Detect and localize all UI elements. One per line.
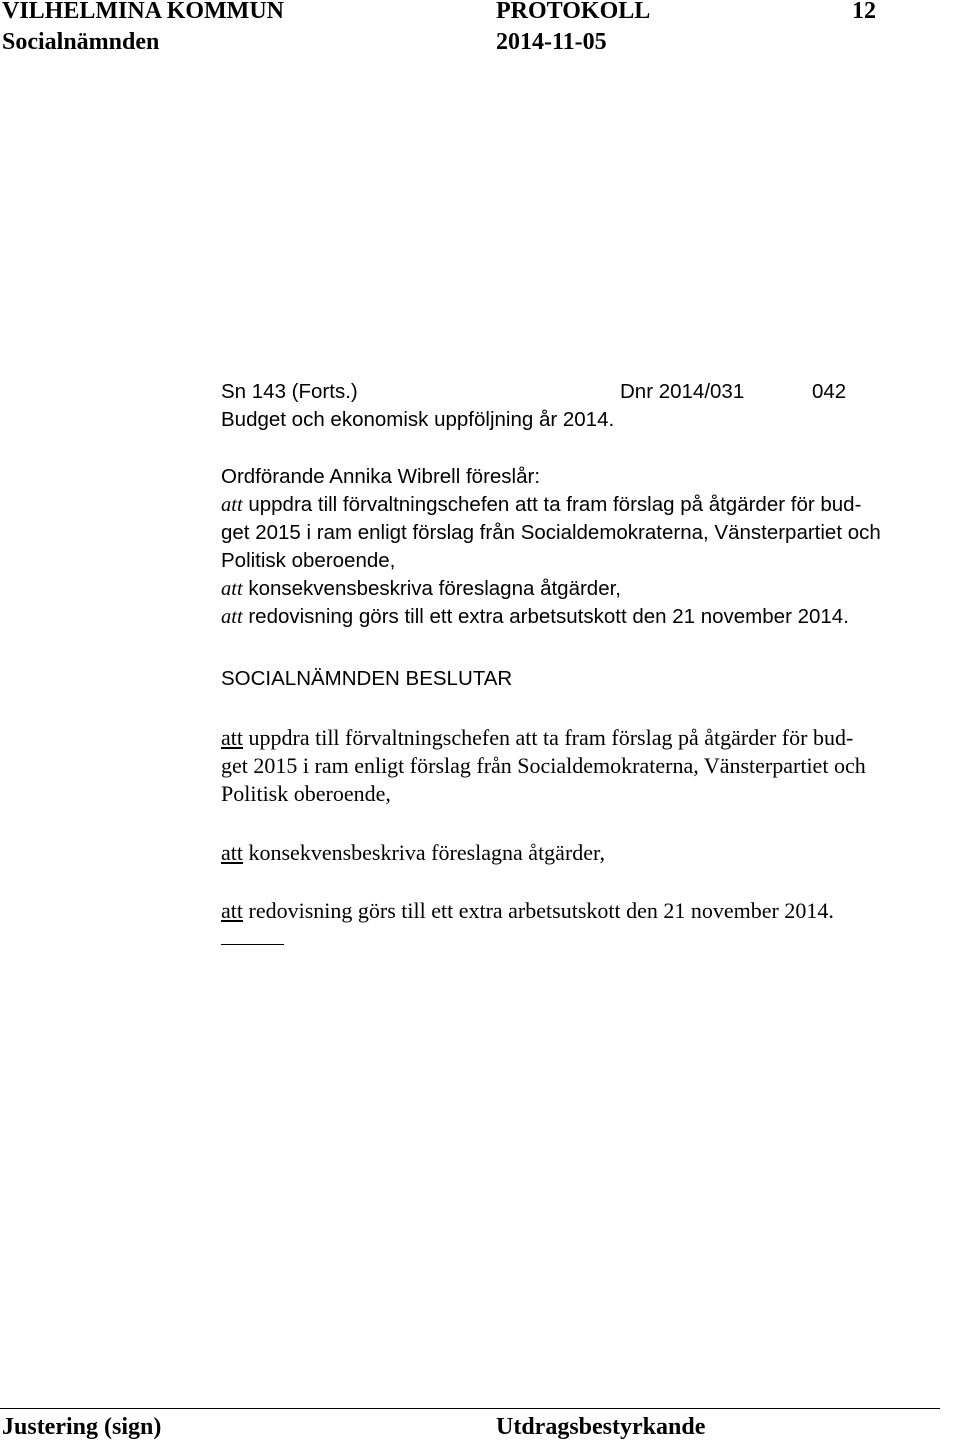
proposal-section [221,463,956,631]
meeting-date: 2014-11-05 [496,29,607,55]
decision-item-3-text: redovisning görs till ett extra arbetsutskott den 21 november 2014. [243,898,834,923]
paragraph-ref: Sn 143 (Forts.) [221,380,358,403]
page-number: 12 [852,0,876,24]
att-keyword: att [221,898,243,923]
decision-item-1-line-3: Politisk oberoende, [221,781,391,806]
proposal-item-2-text: konsekvensbeskriva föreslagna åtgärder, [242,577,621,600]
proposal-intro: Ordförande Annika Wibrell föreslår: [221,465,541,488]
case-title-text: Budget och ekonomisk uppföljning år 2014. [221,408,615,431]
decision-item-1 [221,724,956,808]
extract-certification-label: Utdragsbestyrkande [496,1414,706,1440]
proposal-item-1-line-3: Politisk oberoende, [221,549,396,572]
att-keyword: att [221,606,243,628]
org-name: VILHELMINA KOMMUN [2,0,284,24]
proposal-item-1-text: uppdra till förvaltningschefen att ta fram förslag på åtgärder för bud- [242,493,862,516]
decision-item-1-line-1 [221,724,956,752]
archive-code: 042 [812,380,847,403]
att-keyword: att [221,578,243,600]
document-type: PROTOKOLL [496,0,651,24]
decision-heading [221,665,956,693]
decision-heading-text: SOCIALNÄMNDEN BESLUTAR [221,667,513,690]
decision-item-1-line-2: get 2015 i ram enligt förslag från Socialdemokraterna, Vänsterpartiet och [221,753,866,778]
diary-number: Dnr 2014/031 [620,380,745,403]
proposal-item-1-line-2: get 2015 i ram enligt förslag från Socialdemokraterna, Vänsterpartiet och [221,521,881,544]
decision-item-3-line [221,897,956,925]
att-keyword: att [221,840,243,865]
decision-item-2 [221,839,956,867]
end-of-section-rule [221,944,284,945]
decision-item-1-text: uppdra till förvaltningschefen att ta fram förslag på åtgärder för bud- [243,725,854,750]
signature-label: Justering (sign) [2,1414,162,1440]
proposal-item-1-line-1 [221,491,956,519]
footer-divider [0,1408,940,1409]
committee-name: Socialnämnden [2,29,160,55]
proposal-item-3 [221,603,956,631]
proposal-item-2 [221,575,956,603]
decision-item-2-line [221,839,956,867]
proposal-item-3-text: redovisning görs till ett extra arbetsutskott den 21 november 2014. [242,605,849,628]
case-title [221,406,956,434]
decision-item-2-text: konsekvensbeskriva föreslagna åtgärder, [243,840,605,865]
decision-item-3 [221,897,956,925]
att-keyword: att [221,725,243,750]
att-keyword: att [221,494,243,516]
